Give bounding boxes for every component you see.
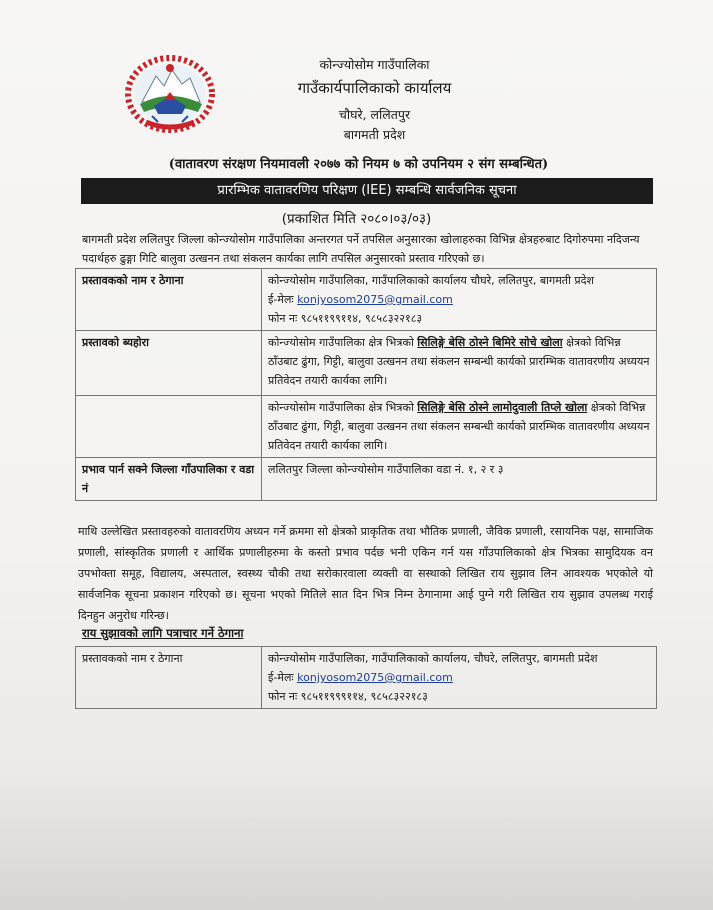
affected-area-value: ललितपुर जिल्ला कोन्ज्योसोम गाउँपालिका वडा नं. १, २ र ३ <box>262 458 657 501</box>
description-text: कोन्ज्योसोम गाउँपालिका क्षेत्र भित्रको <box>268 401 414 414</box>
office-name: गाउँकार्यपालिकाको कार्यालय <box>297 79 452 97</box>
table-row <box>76 647 657 709</box>
photo-shadow <box>0 770 713 910</box>
province-name: बागमती प्रदेश <box>343 127 406 142</box>
description-text: क्षेत्रको विभिन्न ठाँउबाट ढुंगा, गिट्टी, बालुवा उत्खनन तथा संकलन सम्बन्धी कार्यको प्रारम्भिक वातावरणीय अध्ययन प्रतिवेदन तयारी कार्यका लागि। <box>268 336 650 387</box>
office-location: चौघरे, ललितपुर <box>338 107 411 122</box>
table-row <box>76 458 657 501</box>
river-name: सिलिङ्गे बेसि ठोस्ने लामोदुवाली तिप्ले खोला <box>417 401 588 414</box>
proposer-details <box>262 269 657 331</box>
proposal-table <box>75 268 657 501</box>
description-text: कोन्ज्योसोम गाउँपालिका क्षेत्र भित्रको <box>268 336 414 349</box>
regulation-reference: (वातावरण संरक्षण नियमावली २०७७ को नियम ७ को उपनियम २ संग सम्बन्धित) <box>168 157 549 172</box>
correspondence-email-line <box>268 668 650 687</box>
proposer-label: प्रस्तावकको नाम र ठेगाना <box>76 269 262 331</box>
notice-title-banner: प्रारम्भिक वातावरणिय परिक्षण (IEE) सम्बन्धि सार्वजनिक सूचना <box>81 178 653 204</box>
proposer-address: कोन्ज्योसोम गाउँपालिका, गाउँपालिकाको कार्यालय चौघरे, ललितपुर, बागमती प्रदेश <box>268 274 595 287</box>
correspondence-phone: फोन नः ९८५११९९९११४, ९८५८३२२१८३ <box>268 690 428 703</box>
notice-body-paragraph: माथि उल्लेखित प्रस्तावहरुको वातावरणिय अध्यन गर्ने क्रममा सो क्षेत्रको प्राकृतिक तथा भौतिक प्रणाली, जैविक प्रणाली, रसायनिक पक्ष, सामाजिक प्रणाली, सांस्कृतिक प्रणाली र आर्थिक प्रणालीहरुमा के कस्तो प्रभाव पर्दछ भनी एकिन गर्न यस गाँउपालिकाको क्षेत्र भित्रका सामुदियक वन उपभोक्ता समूह, विद्यालय, अस्पताल, स्वस्थ्य चौकी तथा सरोकारवाला व्यक्ती वा सस्थाको लिखित राय सुझाव लिन आवश्यक भएकोले यो सार्वजनिक सूचना प्रकाशन गरिएको छ। सूचना भएको मितिले सात दिन भित्र निम्न ठेगानामा आई पुग्ने गरी लिखित राय सुझाव उपलब्ध गराई दिनहुन अनुरोध गरिन्छ। <box>78 525 653 622</box>
affected-area-label: प्रभाव पार्न सक्ने जिल्ला गाँउपालिका र वडा नं <box>76 458 262 501</box>
proposer-phone: फोन नः ९८५११९९११४, ९८५८३२२१८३ <box>268 312 423 325</box>
table-row <box>76 269 657 331</box>
proposal-description-label: प्रस्तावको ब्यहोरा <box>76 331 262 396</box>
proposer-email-link[interactable]: konjyosom2075@gmail.com <box>297 293 453 306</box>
email-prefix: ई-मेलः <box>268 293 294 306</box>
email-prefix: ई-मेलः <box>268 671 294 684</box>
table-row <box>76 331 657 396</box>
correspondence-details <box>262 647 657 709</box>
empty-label-cell <box>76 396 262 458</box>
municipality-name: कोन्ज्योसोम गाउँपालिका <box>319 57 430 72</box>
published-date: (प्रकाशित मिति २०८०।०३/०३) <box>281 211 432 227</box>
correspondence-label: प्रस्तावकको नाम र ठेगाना <box>76 647 262 709</box>
correspondence-table <box>75 646 657 709</box>
table-row <box>76 396 657 458</box>
description-text: क्षेत्रको विभिन्न ठाँउबाट ढुंगा, गिट्टी, बालुवा उत्खनन तथा संकलन सम्बन्धी कार्यको प्रारम्भिक वातावरणीय अध्ययन प्रतिवेदन तयारी कार्यका लागि। <box>268 401 650 452</box>
river-name: सिलिङ्गे बेसि ठोस्ने बिमिरे सोचे खोला <box>417 336 563 349</box>
correspondence-address: कोन्ज्योसोम गाउँपालिका, गाउँपालिकाको कार्यालय, चौघरे, ललितपुर, बागमती प्रदेश <box>268 652 598 665</box>
proposal-description-2 <box>262 396 657 458</box>
proposal-description-1 <box>262 331 657 396</box>
intro-paragraph: बागमती प्रदेश ललितपुर जिल्ला कोन्ज्योसोम गाउँपालिका अन्तरगत पर्ने तपसिल अनुसारका खोलाहरुका विभिन्न क्षेत्रहरुबाट दिगोरुपमा नदिजन्य पदार्थहरु ढुङ्गा गिटि बालुवा उत्खनन तथा संकलन कार्यका लागि तपसिल अनुसारको प्रस्ताव गरिएको छ। <box>82 233 640 265</box>
correspondence-title: राय सुझावको लागि पत्राचार गर्ने ठेगाना <box>82 626 244 640</box>
correspondence-email-link[interactable]: konjyosom2075@gmail.com <box>297 671 453 684</box>
proposer-email-line <box>268 290 650 309</box>
